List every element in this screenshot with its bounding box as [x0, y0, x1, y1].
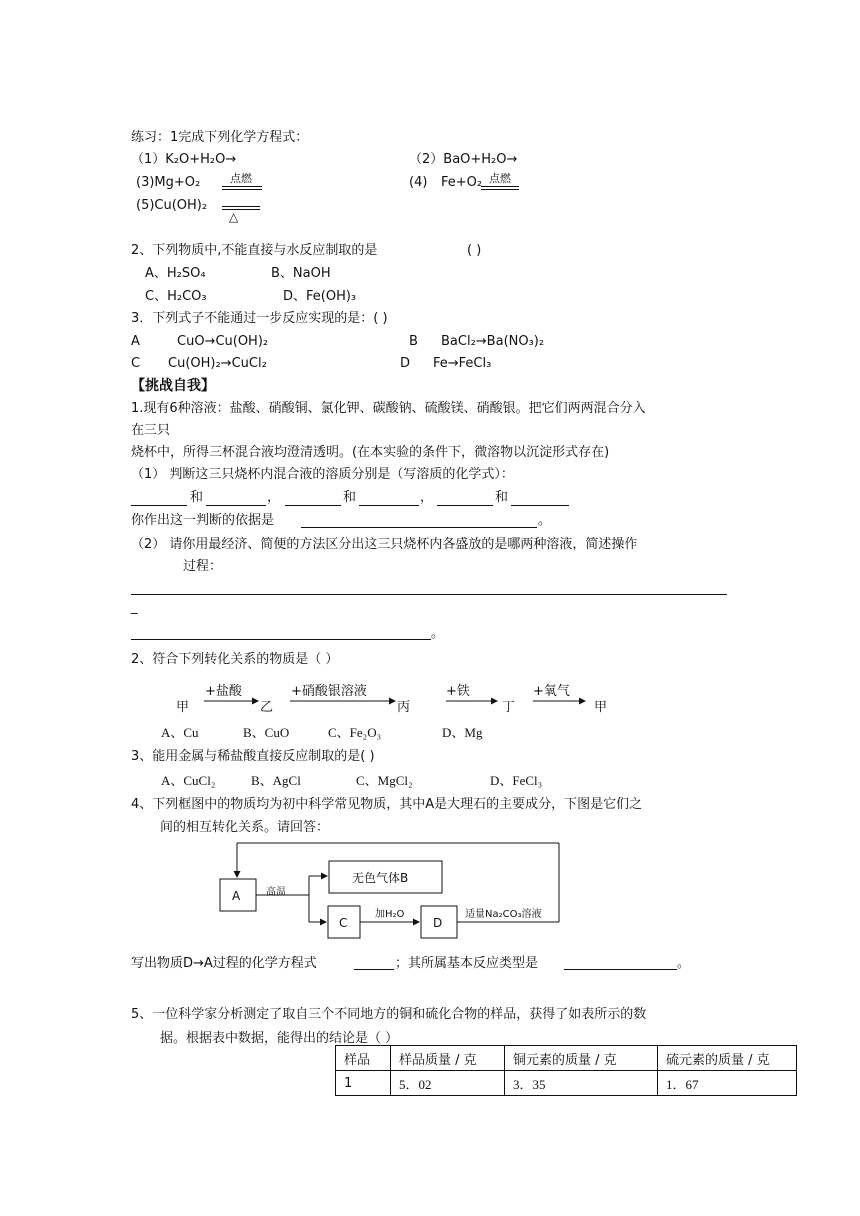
exercise-3-option-d: Fe→FeCl₃: [433, 356, 492, 371]
exercise-2-option-d: D、Fe(OH)₃: [283, 289, 357, 304]
flow-label-na2co3: 适量Na₂CO₃溶液: [465, 909, 542, 920]
challenge-q1-sub1: （1） 判断这三只烧杯内混合液的溶质分别是（写溶质的化学式）：: [131, 467, 514, 482]
flow-label-heat: 高温: [266, 887, 286, 898]
equation-4-number: (4): [409, 175, 428, 190]
table-row: [336, 1071, 797, 1096]
substance-jia-end: 甲: [594, 700, 608, 715]
and-label-1: 和: [190, 490, 204, 505]
exercise-3-option-c: Cu(OH)₂→CuCl₂: [168, 356, 267, 371]
exercise-1-title: 练习：1完成下列化学方程式：: [131, 130, 309, 145]
q3-option-a: A、CuCl₂: [161, 773, 216, 788]
table-cell: 3．35: [505, 1071, 658, 1096]
exercise-2-answer-paren: ( ): [467, 243, 482, 258]
table-header-row: [336, 1046, 797, 1071]
basis-label: 你作出这一判断的依据是: [131, 513, 275, 528]
exercise-3-option-a: CuO→Cu(OH)₂: [177, 334, 269, 349]
and-label-3: 和: [495, 490, 509, 505]
reagent-3: +铁: [446, 684, 470, 699]
q5-line1: 5、一位科学家分析测定了取自三个不同地方的铜和硫化合物的样品，获得了如表所示的数: [131, 1007, 647, 1022]
flow-box-c: C: [339, 916, 348, 930]
q4-equation-blank[interactable]: [354, 969, 394, 970]
q3-option-c: C、MgCl₂: [356, 773, 413, 788]
equation-4: Fe+O₂: [441, 175, 483, 190]
q3-option-b: B、AgCl: [251, 773, 301, 788]
q2-option-d: D、Mg: [442, 725, 483, 740]
flow-label-water: 加H₂O: [375, 909, 405, 920]
q3-question: 3、能用金属与稀盐酸直接反应制取的是( ): [131, 749, 375, 764]
q4-answer-prompt: 写出物质D→A过程的化学方程式: [131, 956, 317, 971]
exercise-2-option-c: C、H₂CO₃: [145, 289, 207, 304]
substance-jia: 甲: [176, 700, 190, 715]
comma-1: ，: [267, 490, 281, 505]
reagent-2: +硝酸银溶液: [291, 684, 367, 699]
q4-answer-end: 。: [677, 956, 691, 971]
substance-bing: 丙: [397, 700, 411, 715]
table-header-cell: 硫元素的质量 / 克: [658, 1046, 797, 1071]
challenge-q1-line2: 在三只: [131, 423, 171, 438]
flow-box-b: 无色气体B: [352, 871, 409, 885]
challenge-q1-sub2-line1: （2） 请你用最经济、简便的方法区分出这三只烧杯内各盛放的是哪两种溶液，简述操作: [131, 537, 638, 552]
flow-box-d: D: [433, 916, 443, 930]
exercise-3-letter-d: D: [400, 356, 411, 371]
q2-option-c: C、Fe₂O₃: [328, 725, 382, 740]
table-header-cell: 样品: [336, 1046, 391, 1071]
equation-3: (3)Mg+O₂: [136, 175, 201, 190]
reagent-4: +氧气: [533, 684, 570, 699]
table-cell: 1: [336, 1071, 391, 1096]
q4-type-blank[interactable]: [564, 969, 677, 970]
flow-box-a: A: [232, 889, 241, 903]
equation-3-condition: 点燃: [230, 172, 252, 185]
equation-4-condition: 点燃: [489, 172, 511, 185]
challenge-heading: 【挑战自我】: [131, 378, 215, 394]
equation-5: (5)Cu(OH)₂: [136, 198, 208, 213]
q4-line2: 间的相互转化关系。请回答：: [160, 820, 330, 835]
and-label-2: 和: [343, 490, 357, 505]
table-cell: 5．02: [391, 1071, 505, 1096]
sample-table: [335, 1045, 797, 1096]
exercise-3-letter-b: B: [409, 334, 418, 349]
reagent-1: +盐酸: [205, 684, 242, 699]
exercise-3-letter-c: C: [131, 356, 141, 371]
table-header-cell: 样品质量 / 克: [391, 1046, 505, 1071]
table-cell: 1．67: [658, 1071, 797, 1096]
q4-line1: 4、下列框图中的物质均为初中科学常见物质，其中A是大理石的主要成分，下图是它们之: [131, 797, 643, 812]
challenge-q1-line3: 烧杯中，所得三杯混合液均澄清透明。(在本实验的条件下，微溶物以沉淀形式存在): [131, 445, 610, 460]
q4-type-prompt: ；其所属基本反应类型是: [395, 956, 539, 971]
exercise-2-option-a: A、H₂SO₄: [145, 266, 206, 281]
equation-5-condition: △: [229, 210, 239, 224]
substance-ding: 丁: [502, 700, 516, 715]
q3-option-d: D、FeCl₃: [490, 773, 543, 788]
equation-2: （2）BaO+H₂O→: [409, 152, 518, 167]
answer-period: 。: [431, 626, 445, 641]
q2-option-b: B、CuO: [243, 725, 290, 740]
q2-question: 2、符合下列转化关系的物质是（ ）: [131, 652, 339, 667]
table-header-cell: 铜元素的质量 / 克: [505, 1046, 658, 1071]
basis-period: 。: [538, 513, 552, 528]
q5-line2: 据。根据表中数据，能得出的结论是（ ）: [160, 1031, 399, 1046]
exercise-3-letter-a: A: [131, 334, 140, 349]
exercise-3-option-b: BaCl₂→Ba(NO₃)₂: [441, 334, 545, 349]
answer-line-dash: _: [131, 600, 138, 615]
challenge-q1-line1: 1.现有6种溶液：盐酸、硝酸铜、氯化钾、碳酸钠、硫酸镁、硝酸银。把它们两两混合分入: [131, 401, 646, 416]
comma-2: ，: [420, 490, 434, 505]
q2-option-a: A、Cu: [161, 725, 199, 740]
exercise-3-question: 3．下列式子不能通过一步反应实现的是：( ): [131, 311, 388, 326]
substance-yi: 乙: [260, 700, 274, 715]
exercise-2-option-b: B、NaOH: [271, 266, 331, 281]
equation-1: （1）K₂O+H₂O→: [131, 152, 237, 167]
challenge-q1-sub2-line2: 过程：: [183, 559, 223, 574]
exercise-2-question: 2、下列物质中,不能直接与水反应制取的是: [131, 243, 378, 258]
